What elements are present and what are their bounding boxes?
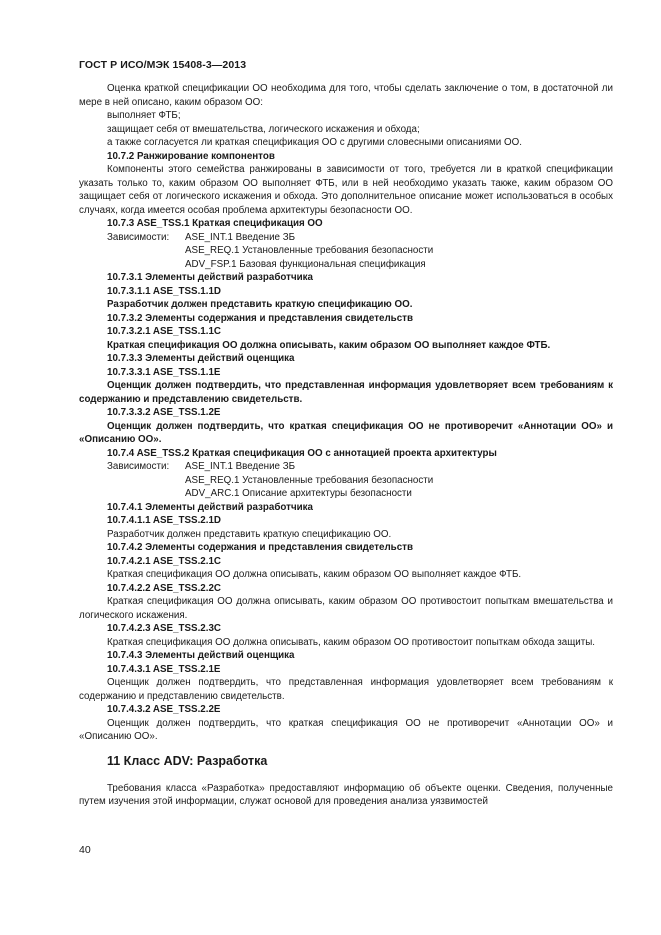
element-heading: 10.7.4.2.3 ASE_TSS.2.3C xyxy=(107,623,221,634)
intro-list-item: защищает себя от вмешательства, логического искажения и обхода; xyxy=(107,123,420,135)
element-heading: 10.7.3.2.1 ASE_TSS.1.1C xyxy=(107,326,221,337)
element-heading: 10.7.3.3.2 ASE_TSS.1.2E xyxy=(107,407,221,418)
element-heading: 10.7.4.3.2 ASE_TSS.2.2E xyxy=(107,704,221,715)
dependencies-block xyxy=(79,460,613,501)
section-heading: 10.7.2 Ранжирование компонентов xyxy=(107,150,275,162)
page-content xyxy=(79,82,613,809)
subsection-heading: 10.7.4.2 Элементы содержания и представления свидетельств xyxy=(107,542,413,553)
section-heading: 10.7.3 ASE_TSS.1 Краткая спецификация ОО xyxy=(107,218,323,229)
subsection-heading: 10.7.3.1 Элементы действий разработчика xyxy=(107,272,314,283)
dependency-item: ASE_INT.1 Введение ЗБ xyxy=(185,231,296,243)
intro-list-item: выполняет ФТБ; xyxy=(107,110,181,121)
element-text: Разработчик должен представить краткую спецификацию ОО. xyxy=(107,528,392,540)
element-heading: 10.7.4.1.1 ASE_TSS.2.1D xyxy=(107,515,221,526)
element-heading: 10.7.3.3.1 ASE_TSS.1.1E xyxy=(107,366,221,378)
dependencies-label: Зависимости: xyxy=(107,231,170,243)
element-heading: 10.7.4.3.1 ASE_TSS.2.1E xyxy=(107,663,221,675)
intro-list-item: а также согласуется ли краткая спецификация ОО с другими словесными описаниями ОО. xyxy=(107,137,522,148)
element-text: Оценщик должен подтвердить, что краткая спецификация ОО не противоречит «Аннотации ОО» и «Описанию ОО». xyxy=(79,717,613,742)
page-number: 40 xyxy=(79,844,91,856)
element-text: Краткая спецификация ОО должна описывать, каким образом ОО противостоит попыткам вмешательства и логического искажения. xyxy=(79,596,613,621)
subsection-heading: 10.7.3.2 Элементы содержания и представления свидетельств xyxy=(107,312,413,324)
dependencies-block xyxy=(79,231,613,272)
element-text: Оценщик должен подтвердить, что представленная информация удовлетворяет всем требованиям к содержанию и представлению свидетельств. xyxy=(79,380,613,405)
paragraph: Требования класса «Разработка» предоставляют информацию об объекте оценки. Сведения, полученные путем изучения этой информации, служат основой для проведения анализа уязвимостей xyxy=(79,782,613,807)
page-header: ГОСТ Р ИСО/МЭК 15408-3—2013 xyxy=(79,59,247,71)
chapter-heading: 11 Класс ADV: Разработка xyxy=(107,753,268,768)
element-text: Оценщик должен подтвердить, что краткая спецификация ОО не противоречит «Аннотации ОО» и «Описанию ОО». xyxy=(79,420,613,445)
subsection-heading: 10.7.4.1 Элементы действий разработчика xyxy=(107,501,314,513)
section-heading: 10.7.4 ASE_TSS.2 Краткая спецификация ОО с аннотацией проекта архитектуры xyxy=(107,447,497,459)
element-text: Краткая спецификация ОО должна описывать, каким образом ОО противостоит попыткам обхода защиты. xyxy=(107,636,595,648)
paragraph: Компоненты этого семейства ранжированы в зависимости от того, требуется ли в краткой спецификации указать только то, каким образом ОО выполняет ФТБ, или в ней необходимо указать также, каким образом ОО защищает себя от логического искажения и обхода. Это дополнительное описание может использоваться в особых случаях, когда имеется особая проблема архитектуры безопасности ОО. xyxy=(79,164,613,216)
subsection-heading: 10.7.3.3 Элементы действий оценщика xyxy=(107,353,295,364)
dependencies-label: Зависимости: xyxy=(107,461,170,472)
dependency-item: ASE_REQ.1 Установленные требования безопасности xyxy=(185,245,434,256)
element-heading: 10.7.4.2.2 ASE_TSS.2.2C xyxy=(107,582,221,594)
element-text: Краткая спецификация ОО должна описывать, каким образом ОО выполняет каждое ФТБ. xyxy=(107,339,551,351)
dependency-item: ASE_INT.1 Введение ЗБ xyxy=(185,461,296,472)
intro-paragraph: Оценка краткой спецификации ОО необходима для того, чтобы сделать заключение о том, в достаточной ли мере в ней описано, каким образом ОО: xyxy=(79,83,613,108)
dependency-item: ADV_ARC.1 Описание архитектуры безопасности xyxy=(185,488,412,499)
element-heading: 10.7.4.2.1 ASE_TSS.2.1C xyxy=(107,555,221,567)
subsection-heading: 10.7.4.3 Элементы действий оценщика xyxy=(107,650,295,661)
element-text: Разработчик должен представить краткую спецификацию ОО. xyxy=(107,299,413,310)
element-heading: 10.7.3.1.1 ASE_TSS.1.1D xyxy=(107,285,221,297)
element-text: Оценщик должен подтвердить, что представленная информация удовлетворяет всем требованиям к содержанию и представлению свидетельств. xyxy=(79,677,613,702)
dependency-item: ADV_FSP.1 Базовая функциональная спецификация xyxy=(185,258,426,270)
element-text: Краткая спецификация ОО должна описывать, каким образом ОО выполняет каждое ФТБ. xyxy=(107,569,522,580)
dependency-item: ASE_REQ.1 Установленные требования безопасности xyxy=(185,474,434,486)
